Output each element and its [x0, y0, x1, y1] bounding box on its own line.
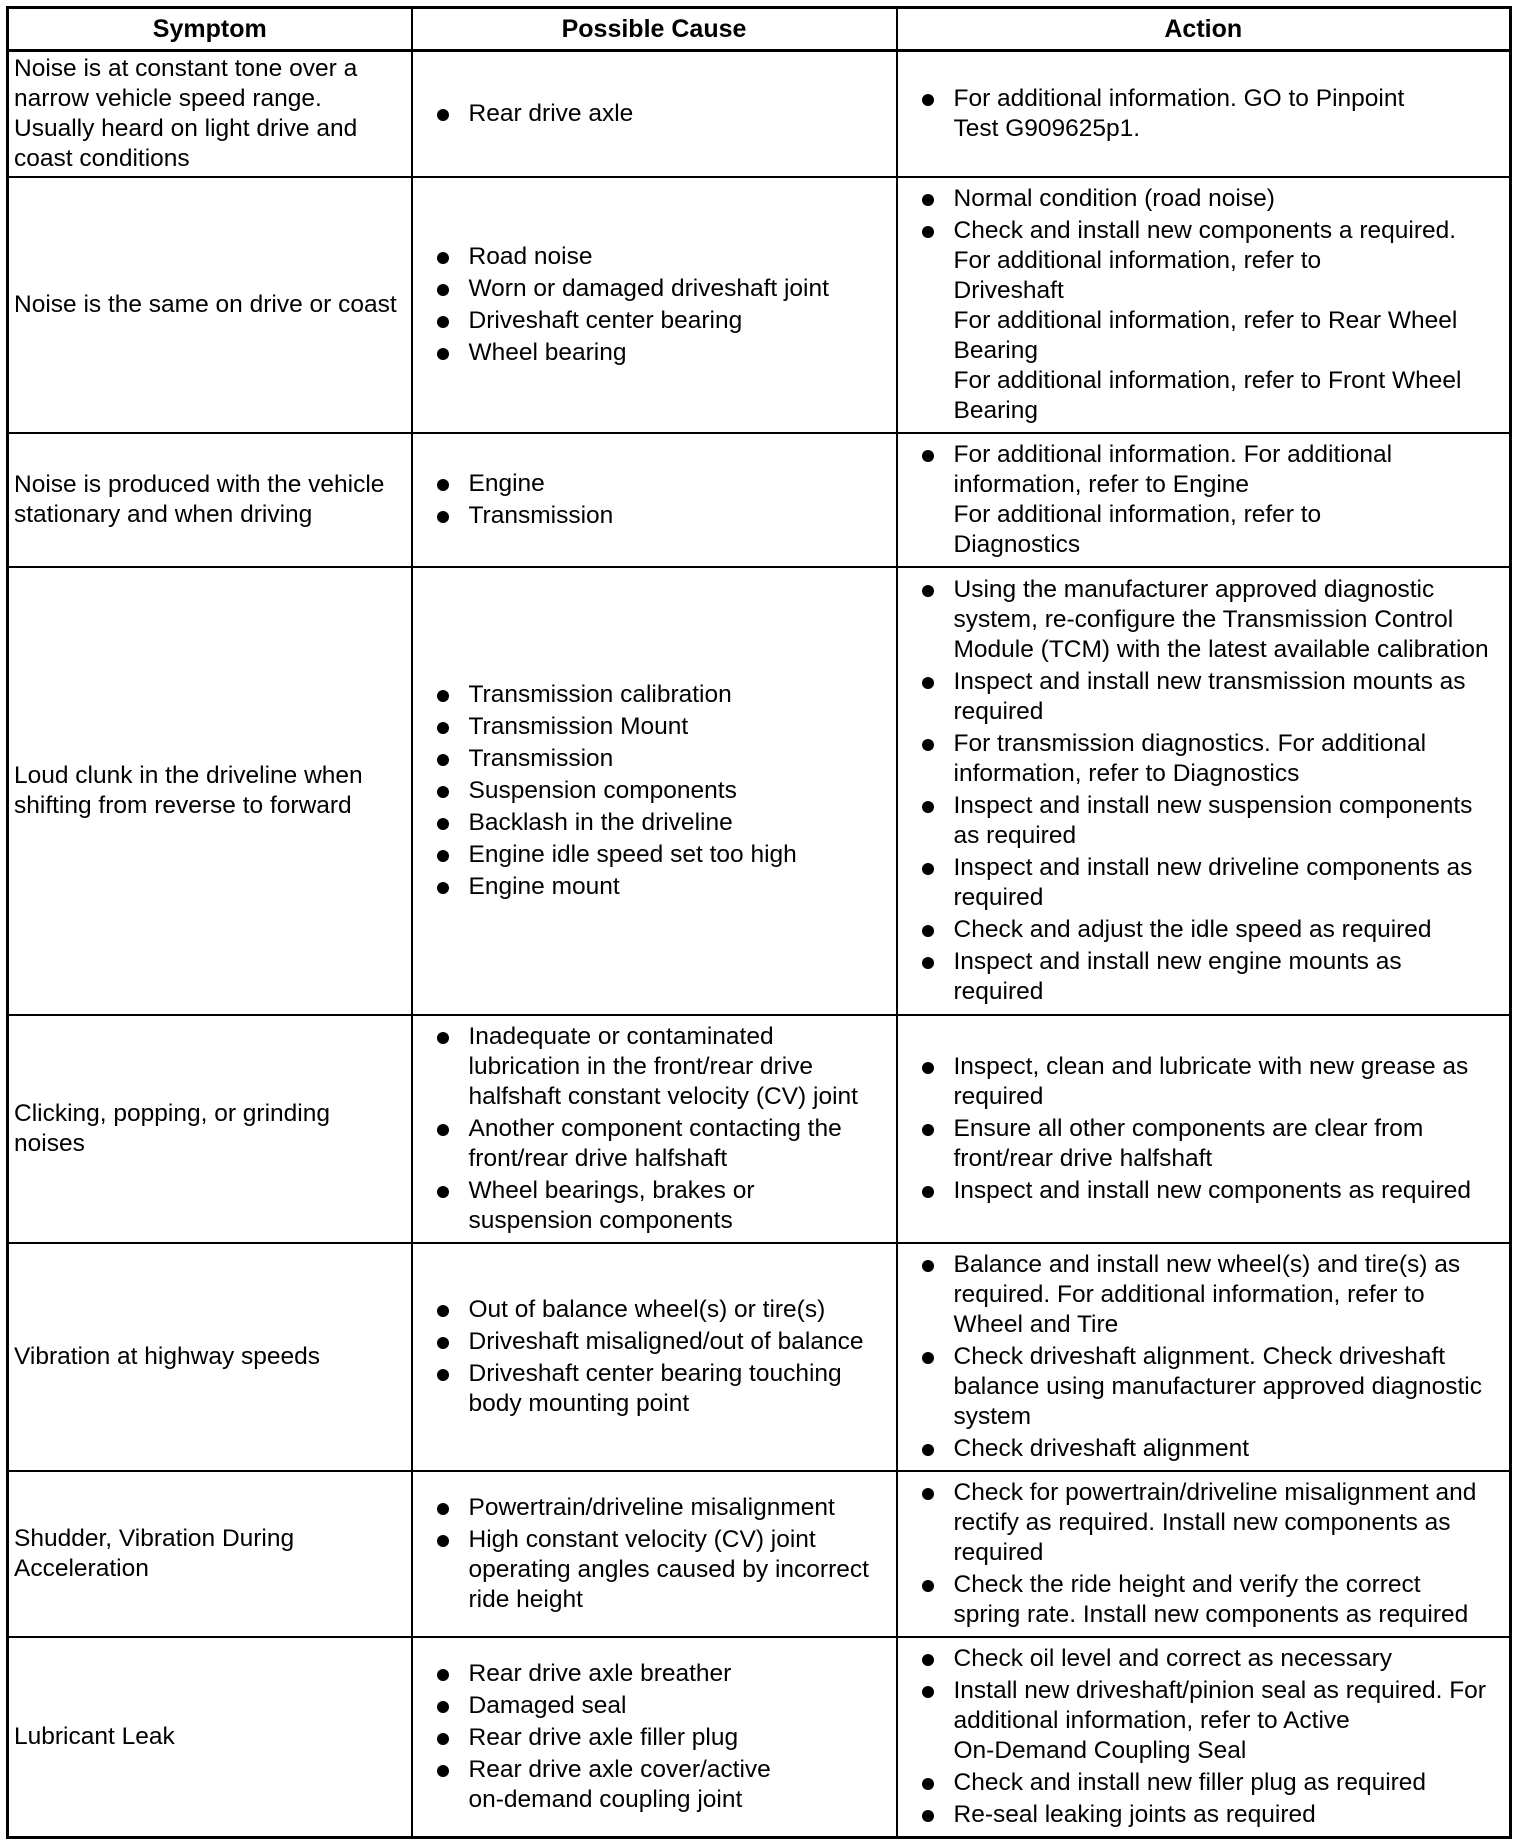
bullet-icon — [437, 1186, 449, 1198]
text-line: Inspect, clean and lubricate with new grease as — [953, 1053, 1469, 1080]
cause-cell — [412, 433, 897, 567]
cause-item — [413, 808, 890, 838]
bullet-icon — [922, 450, 934, 462]
symptom-text: Noise is at constant tone over a narrow vehicle speed range. Usually heard on light drive and coast conditions — [14, 55, 358, 172]
bullet-icon — [437, 818, 449, 830]
cause-text — [469, 99, 890, 129]
symptom-cell — [8, 1015, 412, 1243]
text-line: Driveshaft center bearing touching — [468, 1360, 842, 1387]
action-cell — [897, 51, 1511, 178]
cause-item — [413, 274, 890, 304]
bullet-icon — [437, 1032, 449, 1044]
text-line: ride height — [468, 1586, 583, 1613]
cause-item — [413, 338, 890, 368]
bullet-icon — [437, 1535, 449, 1547]
action-list — [898, 84, 1504, 144]
action-item — [898, 84, 1504, 144]
cause-item — [413, 1723, 890, 1753]
text-line: Transmission calibration — [468, 681, 732, 708]
text-line: Test G909625p1. — [953, 115, 1141, 142]
action-text — [954, 1114, 1504, 1174]
action-cell — [897, 433, 1511, 567]
action-item — [898, 1176, 1504, 1206]
cause-item — [413, 469, 890, 499]
action-item — [898, 184, 1504, 214]
text-line: For additional information. GO to Pinpoint — [953, 85, 1405, 112]
cause-item — [413, 744, 890, 774]
cause-cell — [412, 567, 897, 1015]
bullet-icon — [922, 925, 934, 937]
header-row — [8, 8, 1511, 51]
text-line: Inspect and install new components as required — [953, 1177, 1472, 1204]
action-text — [954, 729, 1504, 789]
cause-text — [469, 1525, 890, 1615]
symptom-text: Vibration at highway speeds — [14, 1343, 320, 1370]
text-line: Balance and install new wheel(s) and tire(s) as — [953, 1251, 1461, 1278]
text-line: information, refer to Diagnostics — [953, 760, 1300, 787]
text-line: Backlash in the driveline — [468, 809, 733, 836]
cause-cell — [412, 51, 897, 178]
action-item — [898, 915, 1504, 945]
symptom-cell — [8, 1471, 412, 1637]
text-line: Check driveshaft alignment — [953, 1435, 1250, 1462]
bullet-icon — [437, 786, 449, 798]
cause-list — [413, 1659, 890, 1815]
symptom-text: Shudder, Vibration During Acceleration — [14, 1525, 295, 1582]
cause-text — [469, 1022, 890, 1112]
action-text — [954, 1644, 1504, 1674]
text-line: Wheel bearings, brakes or — [468, 1177, 755, 1204]
action-text — [954, 947, 1504, 1007]
cause-text — [469, 1691, 890, 1721]
table-row — [8, 1637, 1511, 1838]
cause-item — [413, 872, 890, 902]
action-text — [954, 1570, 1504, 1630]
bullet-icon — [437, 754, 449, 766]
cause-item — [413, 1327, 890, 1357]
cause-item — [413, 680, 890, 710]
bullet-icon — [437, 1369, 449, 1381]
text-line: Re-seal leaking joints as required — [953, 1801, 1316, 1828]
text-line: Normal condition (road noise) — [953, 185, 1275, 212]
bullet-icon — [437, 1765, 449, 1777]
text-line: Rear drive axle breather — [468, 1660, 732, 1687]
action-list — [898, 1250, 1504, 1464]
cause-item — [413, 776, 890, 806]
cause-item — [413, 840, 890, 870]
action-item — [898, 791, 1504, 851]
action-text — [954, 184, 1504, 214]
cause-cell — [412, 1015, 897, 1243]
action-item — [898, 947, 1504, 1007]
text-line: front/rear drive halfshaft — [468, 1145, 728, 1172]
text-line: Powertrain/driveline misalignment — [468, 1494, 835, 1521]
table-body — [8, 51, 1511, 1838]
text-line: lubrication in the front/rear drive — [468, 1053, 814, 1080]
cause-item — [413, 501, 890, 531]
bullet-icon — [922, 1686, 934, 1698]
text-line: Check and install new components a required. — [953, 217, 1457, 244]
symptom-cell — [8, 177, 412, 433]
bullet-icon — [437, 882, 449, 894]
bullet-icon — [922, 739, 934, 751]
cause-item — [413, 99, 890, 129]
action-cell — [897, 1471, 1511, 1637]
bullet-icon — [922, 585, 934, 597]
action-cell — [897, 1015, 1511, 1243]
text-line: Engine mount — [468, 873, 620, 900]
cause-text — [469, 1723, 890, 1753]
cause-item — [413, 1755, 890, 1815]
text-line: Using the manufacturer approved diagnostic — [953, 576, 1435, 603]
text-line: information, refer to Engine — [953, 471, 1250, 498]
bullet-icon — [437, 1701, 449, 1713]
symptom-cell — [8, 567, 412, 1015]
cause-text — [469, 1755, 890, 1815]
text-line: spring rate. Install new components as required — [953, 1601, 1469, 1628]
symptom-cell — [8, 1637, 412, 1838]
text-line: Inspect and install new suspension components — [953, 792, 1473, 819]
cause-item — [413, 712, 890, 742]
action-item — [898, 1570, 1504, 1630]
text-line: additional information, refer to Active — [953, 1707, 1350, 1734]
text-line: Worn or damaged driveshaft joint — [468, 275, 829, 302]
bullet-icon — [922, 1062, 934, 1074]
action-text — [954, 1342, 1504, 1432]
text-line: required — [953, 884, 1044, 911]
cause-item — [413, 306, 890, 336]
action-list — [898, 440, 1504, 560]
symptom-cell — [8, 51, 412, 178]
action-text — [954, 853, 1504, 913]
text-line: halfshaft constant velocity (CV) joint — [468, 1083, 858, 1110]
cause-text — [469, 1327, 890, 1357]
text-line: Driveshaft misaligned/out of balance — [468, 1328, 864, 1355]
text-line: Engine idle speed set too high — [468, 841, 797, 868]
table-row — [8, 567, 1511, 1015]
cause-text — [469, 501, 890, 531]
text-line: Driveshaft — [953, 277, 1064, 304]
text-line: Diagnostics — [953, 531, 1081, 558]
bullet-icon — [922, 1260, 934, 1272]
bullet-icon — [922, 1654, 934, 1666]
text-line: Transmission — [468, 745, 614, 772]
symptom-text: Lubricant Leak — [14, 1723, 175, 1750]
action-text — [954, 1800, 1504, 1830]
action-item — [898, 1478, 1504, 1568]
action-text — [954, 1176, 1504, 1206]
text-line: High constant velocity (CV) joint — [468, 1526, 816, 1553]
action-list — [898, 1478, 1504, 1630]
cause-list — [413, 469, 890, 531]
table-row — [8, 1243, 1511, 1471]
text-line: Rear drive axle filler plug — [468, 1724, 739, 1751]
action-list — [898, 1644, 1504, 1830]
text-line: For additional information, refer to — [953, 501, 1322, 528]
cause-text — [469, 776, 890, 806]
text-line: Check driveshaft alignment. Check driveshaft — [953, 1343, 1446, 1370]
text-line: body mounting point — [468, 1390, 690, 1417]
action-item — [898, 729, 1504, 789]
text-line: Ensure all other components are clear from — [953, 1115, 1424, 1142]
symptom-text: Clicking, popping, or grinding noises — [14, 1100, 330, 1157]
action-cell — [897, 567, 1511, 1015]
action-item — [898, 1342, 1504, 1432]
cause-cell — [412, 177, 897, 433]
header-action: Action — [897, 8, 1511, 51]
symptom-text: Loud clunk in the driveline when shifting from reverse to forward — [14, 762, 363, 819]
text-line: Inspect and install new transmission mounts as — [953, 668, 1466, 695]
bullet-icon — [922, 1778, 934, 1790]
action-item — [898, 216, 1504, 426]
bullet-icon — [922, 863, 934, 875]
action-text — [954, 1434, 1504, 1464]
action-cell — [897, 177, 1511, 433]
cause-list — [413, 242, 890, 368]
bullet-icon — [922, 1124, 934, 1136]
text-line: Rear drive axle — [468, 100, 634, 127]
cause-list — [413, 1022, 890, 1236]
cause-text — [469, 808, 890, 838]
text-line: Driveshaft center bearing — [468, 307, 743, 334]
cause-item — [413, 242, 890, 272]
text-line: Bearing — [953, 397, 1038, 424]
cause-text — [469, 1295, 890, 1325]
text-line: Out of balance wheel(s) or tire(s) — [468, 1296, 826, 1323]
text-line: For additional information, refer to — [953, 247, 1322, 274]
cause-text — [469, 274, 890, 304]
bullet-icon — [437, 1733, 449, 1745]
action-list — [898, 1052, 1504, 1206]
bullet-icon — [437, 1305, 449, 1317]
text-line: Transmission — [468, 502, 614, 529]
cause-item — [413, 1114, 890, 1174]
table-row — [8, 1015, 1511, 1243]
bullet-icon — [922, 1580, 934, 1592]
text-line: Install new driveshaft/pinion seal as required. For — [953, 1677, 1486, 1704]
action-item — [898, 1800, 1504, 1830]
cause-item — [413, 1359, 890, 1419]
action-item — [898, 1676, 1504, 1766]
cause-cell — [412, 1637, 897, 1838]
action-item — [898, 440, 1504, 560]
cause-list — [413, 99, 890, 129]
action-cell — [897, 1243, 1511, 1471]
action-text — [954, 1052, 1504, 1112]
action-list — [898, 575, 1504, 1007]
action-text — [954, 1676, 1504, 1766]
header-possible-cause: Possible Cause — [412, 8, 897, 51]
bullet-icon — [437, 348, 449, 360]
text-line: Check the ride height and verify the correct — [953, 1571, 1421, 1598]
action-item — [898, 1434, 1504, 1464]
symptom-cell — [8, 433, 412, 567]
cause-text — [469, 1176, 890, 1236]
text-line: Check oil level and correct as necessary — [953, 1645, 1392, 1672]
text-line: Transmission Mount — [468, 713, 689, 740]
bullet-icon — [922, 1186, 934, 1198]
cause-text — [469, 338, 890, 368]
cause-text — [469, 1659, 890, 1689]
text-line: Wheel bearing — [468, 339, 627, 366]
bullet-icon — [922, 1488, 934, 1500]
text-line: required — [953, 698, 1044, 725]
text-line: required — [953, 978, 1044, 1005]
text-line: Damaged seal — [468, 1692, 627, 1719]
cause-item — [413, 1691, 890, 1721]
action-text — [954, 440, 1504, 560]
table-row — [8, 177, 1511, 433]
bullet-icon — [437, 722, 449, 734]
text-line: Check and adjust the idle speed as required — [953, 916, 1432, 943]
bullet-icon — [922, 957, 934, 969]
action-item — [898, 1114, 1504, 1174]
action-text — [954, 791, 1504, 851]
action-text — [954, 84, 1504, 144]
symptom-cell — [8, 1243, 412, 1471]
text-line: Inadequate or contaminated — [468, 1023, 774, 1050]
cause-item — [413, 1493, 890, 1523]
text-line: Module (TCM) with the latest available calibration — [953, 636, 1489, 663]
bullet-icon — [437, 479, 449, 491]
text-line: Engine — [468, 470, 545, 497]
cause-cell — [412, 1471, 897, 1637]
bullet-icon — [437, 1669, 449, 1681]
cause-item — [413, 1525, 890, 1615]
table-row — [8, 51, 1511, 178]
action-item — [898, 1052, 1504, 1112]
bullet-icon — [922, 94, 934, 106]
action-text — [954, 915, 1504, 945]
cause-text — [469, 840, 890, 870]
cause-item — [413, 1022, 890, 1112]
text-line: For additional information, refer to Front Wheel — [953, 367, 1462, 394]
cause-text — [469, 1114, 890, 1174]
bullet-icon — [437, 850, 449, 862]
bullet-icon — [437, 690, 449, 702]
text-line: For additional information, refer to Rear Wheel — [953, 307, 1458, 334]
symptom-text: Noise is produced with the vehicle stationary and when driving — [14, 471, 385, 528]
text-line: rectify as required. Install new components as — [953, 1509, 1451, 1536]
text-line: system — [953, 1403, 1032, 1430]
action-text — [954, 216, 1504, 426]
cause-text — [469, 242, 890, 272]
bullet-icon — [922, 1444, 934, 1456]
text-line: Another component contacting the — [468, 1115, 842, 1142]
bullet-icon — [437, 316, 449, 328]
action-item — [898, 1644, 1504, 1674]
text-line: On-Demand Coupling Seal — [953, 1737, 1247, 1764]
action-list — [898, 184, 1504, 426]
action-item — [898, 1768, 1504, 1798]
text-line: front/rear drive halfshaft — [953, 1145, 1213, 1172]
cause-cell — [412, 1243, 897, 1471]
action-text — [954, 667, 1504, 727]
cause-text — [469, 744, 890, 774]
bullet-icon — [437, 1503, 449, 1515]
diagnosis-table — [6, 6, 1512, 1839]
text-line: Bearing — [953, 337, 1038, 364]
bullet-icon — [437, 109, 449, 121]
bullet-icon — [922, 1810, 934, 1822]
bullet-icon — [922, 801, 934, 813]
action-cell — [897, 1637, 1511, 1838]
cause-text — [469, 712, 890, 742]
cause-text — [469, 469, 890, 499]
bullet-icon — [437, 511, 449, 523]
cause-item — [413, 1659, 890, 1689]
action-item — [898, 853, 1504, 913]
text-line: on-demand coupling joint — [468, 1786, 743, 1813]
cause-list — [413, 1493, 890, 1615]
bullet-icon — [437, 284, 449, 296]
cause-item — [413, 1295, 890, 1325]
bullet-icon — [437, 252, 449, 264]
text-line: as required — [953, 822, 1077, 849]
text-line: required. For additional information, refer to — [953, 1281, 1425, 1308]
bullet-icon — [922, 1352, 934, 1364]
cause-list — [413, 1295, 890, 1419]
text-line: Wheel and Tire — [953, 1311, 1119, 1338]
text-line: Inspect and install new engine mounts as — [953, 948, 1402, 975]
action-text — [954, 1250, 1504, 1340]
bullet-icon — [922, 226, 934, 238]
cause-text — [469, 1493, 890, 1523]
bullet-icon — [922, 677, 934, 689]
table-row — [8, 433, 1511, 567]
cause-text — [469, 680, 890, 710]
text-line: For transmission diagnostics. For additional — [953, 730, 1427, 757]
bullet-icon — [922, 194, 934, 206]
bullet-icon — [437, 1124, 449, 1136]
text-line: Rear drive axle cover/active — [468, 1756, 771, 1783]
cause-item — [413, 1176, 890, 1236]
cause-list — [413, 680, 890, 902]
action-item — [898, 667, 1504, 727]
text-line: balance using manufacturer approved diagnostic — [953, 1373, 1482, 1400]
text-line: Road noise — [468, 243, 593, 270]
text-line: Suspension components — [468, 777, 737, 804]
text-line: required — [953, 1539, 1044, 1566]
header-symptom: Symptom — [8, 8, 412, 51]
cause-text — [469, 306, 890, 336]
text-line: operating angles caused by incorrect — [468, 1556, 869, 1583]
text-line: Check for powertrain/driveline misalignment and — [953, 1479, 1477, 1506]
text-line: suspension components — [468, 1207, 733, 1234]
action-item — [898, 1250, 1504, 1340]
action-text — [954, 575, 1504, 665]
cause-text — [469, 1359, 890, 1419]
text-line: Inspect and install new driveline components as — [953, 854, 1473, 881]
text-line: system, re-configure the Transmission Control — [953, 606, 1454, 633]
text-line: For additional information. For additional — [953, 441, 1393, 468]
cause-text — [469, 872, 890, 902]
action-item — [898, 575, 1504, 665]
text-line: required — [953, 1083, 1044, 1110]
table-row — [8, 1471, 1511, 1637]
action-text — [954, 1768, 1504, 1798]
symptom-text: Noise is the same on drive or coast — [14, 291, 397, 318]
bullet-icon — [437, 1337, 449, 1349]
text-line: Check and install new filler plug as required — [953, 1769, 1427, 1796]
action-text — [954, 1478, 1504, 1568]
